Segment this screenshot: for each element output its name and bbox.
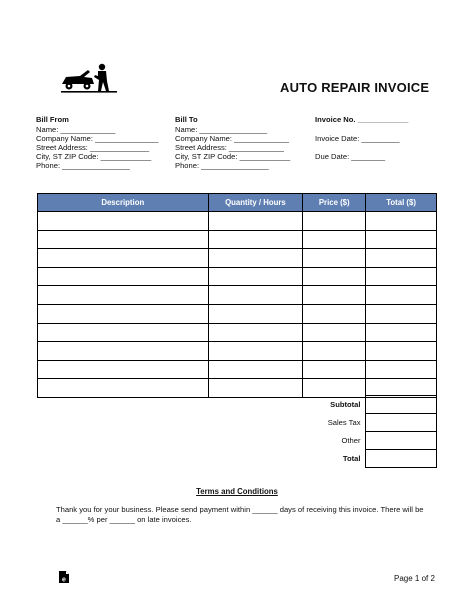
bill-from-city-field[interactable]: City, ST ZIP Code: ____________	[36, 152, 152, 161]
quantity-cell[interactable]	[208, 342, 303, 361]
bill-to-street-field[interactable]: Street Address: _____________	[175, 143, 284, 152]
quantity-cell[interactable]	[208, 286, 303, 305]
bill-to-name-field[interactable]: Name: ________________	[175, 125, 268, 134]
page-number: Page 1 of 2	[394, 574, 435, 583]
total-cell[interactable]	[366, 342, 437, 361]
description-column-header: Description	[38, 194, 209, 212]
description-cell[interactable]	[38, 286, 209, 305]
bill-from-street-field[interactable]: Street Address: ______________	[36, 143, 150, 152]
eforms-logo-icon	[58, 570, 70, 584]
description-cell[interactable]	[38, 249, 209, 268]
total-cell[interactable]	[366, 323, 437, 342]
table-row	[38, 230, 437, 249]
description-cell[interactable]	[38, 342, 209, 361]
price-column-header: Price ($)	[303, 194, 366, 212]
sales-tax-row	[300, 414, 436, 432]
total-cell[interactable]	[365, 450, 436, 468]
bill-from-company-field[interactable]: Company Name: _______________	[36, 134, 159, 143]
total-cell[interactable]	[366, 304, 437, 323]
total-label: Total	[342, 454, 361, 463]
table-row	[38, 212, 437, 231]
bill-to-phone-field[interactable]: Phone: ________________	[175, 161, 269, 170]
quantity-cell[interactable]	[208, 267, 303, 286]
total-cell[interactable]	[366, 212, 437, 231]
quantity-cell[interactable]	[208, 304, 303, 323]
description-cell[interactable]	[38, 304, 209, 323]
sales-tax-label: Sales Tax	[327, 418, 361, 427]
terms-heading: Terms and Conditions	[196, 487, 278, 496]
description-cell[interactable]	[38, 323, 209, 342]
invoice-info-section	[315, 115, 408, 170]
due-date-field[interactable]: Due Date: ________	[315, 152, 386, 161]
quantity-cell[interactable]	[208, 249, 303, 268]
description-cell[interactable]	[38, 360, 209, 379]
bill-to-city-field[interactable]: City, ST ZIP Code: ____________	[175, 152, 291, 161]
table-row	[38, 323, 437, 342]
bill-to-company-field[interactable]: Company Name: _____________	[175, 134, 289, 143]
total-cell[interactable]	[366, 360, 437, 379]
quantity-cell[interactable]	[208, 360, 303, 379]
line-items-table	[37, 193, 437, 398]
other-row	[300, 432, 436, 450]
totals-table	[300, 395, 437, 468]
price-cell[interactable]	[303, 286, 366, 305]
total-cell[interactable]	[366, 249, 437, 268]
subtotal-label: Subtotal	[330, 400, 361, 409]
quantity-cell[interactable]	[208, 212, 303, 231]
bill-from-section	[36, 115, 158, 170]
table-row	[38, 304, 437, 323]
price-cell[interactable]	[303, 212, 366, 231]
invoice-date-field[interactable]: Invoice Date: _________	[315, 134, 400, 143]
invoice-number-field[interactable]: Invoice No. ____________	[315, 115, 409, 124]
quantity-column-header: Quantity / Hours	[208, 194, 303, 212]
price-cell[interactable]	[303, 304, 366, 323]
quantity-cell[interactable]	[208, 323, 303, 342]
bill-to-section	[175, 115, 290, 170]
quantity-cell[interactable]	[208, 379, 303, 398]
bill-from-phone-field[interactable]: Phone: ________________	[36, 161, 130, 170]
price-cell[interactable]	[303, 267, 366, 286]
table-row	[38, 267, 437, 286]
total-row	[300, 450, 436, 468]
table-row	[38, 249, 437, 268]
total-cell[interactable]	[366, 230, 437, 249]
bill-from-name-field[interactable]: Name: _____________	[36, 125, 116, 134]
quantity-cell[interactable]	[208, 230, 303, 249]
price-cell[interactable]	[303, 230, 366, 249]
description-cell[interactable]	[38, 212, 209, 231]
other-label: Other	[341, 436, 361, 445]
subtotal-cell[interactable]	[365, 396, 436, 414]
invoice-title: AUTO REPAIR INVOICE	[280, 80, 430, 95]
bill-to-heading: Bill To	[175, 115, 198, 124]
table-header-row	[38, 194, 437, 212]
total-cell[interactable]	[366, 286, 437, 305]
table-row	[38, 360, 437, 379]
total-cell[interactable]	[366, 267, 437, 286]
table-row	[38, 342, 437, 361]
price-cell[interactable]	[303, 323, 366, 342]
other-cell[interactable]	[365, 432, 436, 450]
svg-text:e: e	[62, 576, 66, 584]
table-row	[38, 286, 437, 305]
description-cell[interactable]	[38, 230, 209, 249]
terms-text: Thank you for your business. Please send payment within ______ days of receiving this invoice. There will be a ______% per ______ on late invoices.	[56, 505, 424, 524]
price-cell[interactable]	[303, 360, 366, 379]
subtotal-row	[300, 396, 436, 414]
bill-from-heading: Bill From	[36, 115, 69, 124]
description-cell[interactable]	[38, 267, 209, 286]
mechanic-car-logo-icon	[60, 62, 118, 94]
price-cell[interactable]	[303, 342, 366, 361]
price-cell[interactable]	[303, 249, 366, 268]
sales-tax-cell[interactable]	[365, 414, 436, 432]
description-cell[interactable]	[38, 379, 209, 398]
total-column-header: Total ($)	[366, 194, 437, 212]
